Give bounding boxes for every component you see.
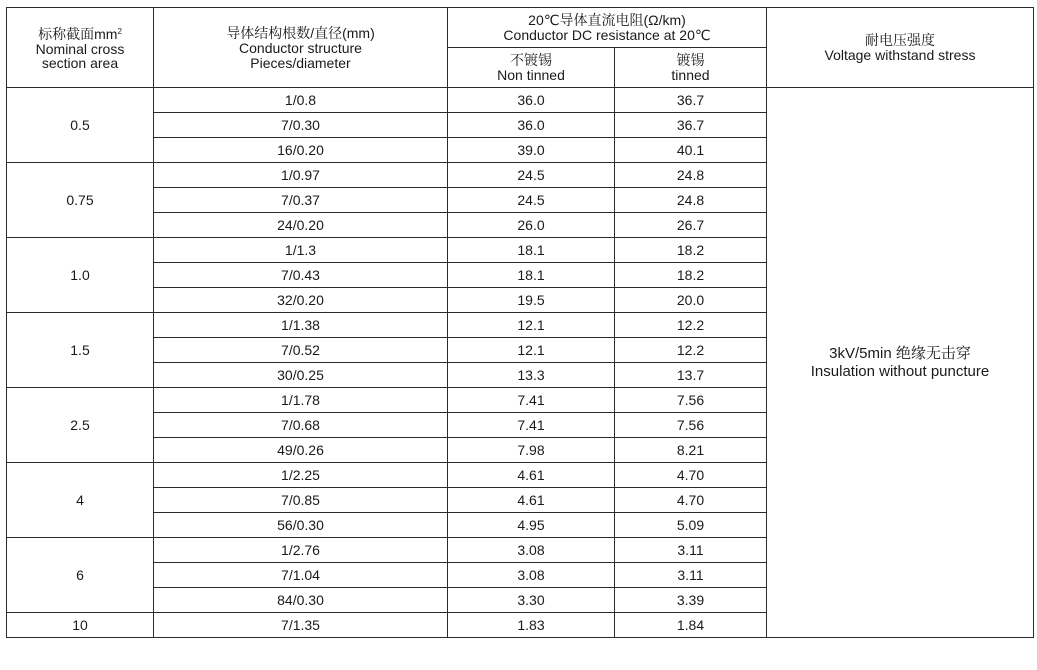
cell-nominal-area: 10 xyxy=(7,613,154,638)
cell-resistance-tinned: 26.7 xyxy=(615,213,767,238)
conductor-spec-table xyxy=(6,7,1034,638)
cell-nominal-area: 2.5 xyxy=(7,388,154,463)
cell-conductor-structure: 56/0.30 xyxy=(154,513,448,538)
header-row-top xyxy=(7,8,1034,48)
cell-resistance-tinned: 36.7 xyxy=(615,88,767,113)
cell-conductor-structure: 16/0.20 xyxy=(154,138,448,163)
cell-resistance-non-tinned: 7.41 xyxy=(448,413,615,438)
cell-resistance-non-tinned: 18.1 xyxy=(448,263,615,288)
header-nominal-area-en-1: Nominal cross xyxy=(35,40,125,57)
cell-resistance-tinned: 7.56 xyxy=(615,388,767,413)
cell-resistance-non-tinned: 24.5 xyxy=(448,188,615,213)
header-non-tinned-en: Non tinned xyxy=(497,67,565,83)
cell-conductor-structure: 1/2.76 xyxy=(154,538,448,563)
header-dc-resistance xyxy=(448,8,767,48)
cell-conductor-structure: 24/0.20 xyxy=(154,213,448,238)
cell-nominal-area: 4 xyxy=(7,463,154,538)
header-voltage-withstand xyxy=(767,8,1034,88)
cell-resistance-tinned: 18.2 xyxy=(615,263,767,288)
cell-resistance-tinned: 3.39 xyxy=(615,588,767,613)
header-non-tinned-cn: 不镀锡 xyxy=(510,52,552,68)
header-nominal-area-cn-text: 标称截面mm xyxy=(38,25,118,42)
cell-voltage-withstand xyxy=(767,88,1034,638)
cell-conductor-structure: 7/0.37 xyxy=(154,188,448,213)
cell-conductor-structure: 32/0.20 xyxy=(154,288,448,313)
cell-nominal-area: 1.5 xyxy=(7,313,154,388)
header-tinned-en: tinned xyxy=(671,67,710,83)
cell-conductor-structure: 1/2.25 xyxy=(154,463,448,488)
cell-resistance-tinned: 3.11 xyxy=(615,563,767,588)
cell-resistance-non-tinned: 39.0 xyxy=(448,138,615,163)
cell-resistance-tinned: 12.2 xyxy=(615,338,767,363)
cell-resistance-non-tinned: 7.41 xyxy=(448,388,615,413)
table-header xyxy=(7,8,1034,88)
cell-resistance-non-tinned: 3.30 xyxy=(448,588,615,613)
cell-resistance-non-tinned: 12.1 xyxy=(448,313,615,338)
header-non-tinned xyxy=(448,48,615,88)
cell-resistance-non-tinned: 4.95 xyxy=(448,513,615,538)
cell-conductor-structure: 1/0.8 xyxy=(154,88,448,113)
cell-resistance-non-tinned: 26.0 xyxy=(448,213,615,238)
cell-resistance-tinned: 24.8 xyxy=(615,188,767,213)
cell-resistance-non-tinned: 4.61 xyxy=(448,488,615,513)
cell-resistance-tinned: 8.21 xyxy=(615,438,767,463)
cell-resistance-non-tinned: 24.5 xyxy=(448,163,615,188)
cell-conductor-structure: 7/1.35 xyxy=(154,613,448,638)
cell-resistance-tinned: 4.70 xyxy=(615,488,767,513)
cell-nominal-area: 1.0 xyxy=(7,238,154,313)
header-conductor-structure-en-2: Pieces/diameter xyxy=(250,54,351,71)
cell-resistance-tinned: 36.7 xyxy=(615,113,767,138)
header-conductor-structure-en-1: Conductor structure xyxy=(239,39,362,56)
cell-conductor-structure: 84/0.30 xyxy=(154,588,448,613)
cell-conductor-structure: 7/0.30 xyxy=(154,113,448,138)
header-nominal-area xyxy=(7,8,154,88)
cell-resistance-tinned: 3.11 xyxy=(615,538,767,563)
cell-resistance-tinned: 13.7 xyxy=(615,363,767,388)
header-voltage-withstand-cn: 耐电压强度 xyxy=(865,32,935,48)
cell-conductor-structure: 7/0.85 xyxy=(154,488,448,513)
table-body xyxy=(7,88,1034,638)
cell-conductor-structure: 1/0.97 xyxy=(154,163,448,188)
voltage-value-line-2: Insulation without puncture xyxy=(810,362,990,380)
header-dc-resistance-cn: 20℃导体直流电阻(Ω/km) xyxy=(528,12,686,28)
unit-superscript: 2 xyxy=(117,26,122,36)
cell-resistance-tinned: 18.2 xyxy=(615,238,767,263)
header-voltage-withstand-en: Voltage withstand stress xyxy=(824,47,976,63)
cell-conductor-structure: 7/0.52 xyxy=(154,338,448,363)
header-tinned xyxy=(615,48,767,88)
cell-resistance-non-tinned: 1.83 xyxy=(448,613,615,638)
table-row xyxy=(7,88,1034,113)
voltage-value-line-1: 3kV/5min 绝缘无击穿 xyxy=(829,344,971,362)
cell-resistance-tinned: 40.1 xyxy=(615,138,767,163)
cell-resistance-non-tinned: 13.3 xyxy=(448,363,615,388)
cell-resistance-tinned: 20.0 xyxy=(615,288,767,313)
cell-conductor-structure: 7/0.43 xyxy=(154,263,448,288)
cell-resistance-tinned: 12.2 xyxy=(615,313,767,338)
cell-resistance-tinned: 4.70 xyxy=(615,463,767,488)
header-conductor-structure xyxy=(154,8,448,88)
cell-conductor-structure: 1/1.3 xyxy=(154,238,448,263)
header-dc-resistance-en: Conductor DC resistance at 20℃ xyxy=(503,27,711,43)
cell-nominal-area: 0.75 xyxy=(7,163,154,238)
cell-resistance-non-tinned: 12.1 xyxy=(448,338,615,363)
cell-resistance-tinned: 7.56 xyxy=(615,413,767,438)
header-nominal-area-en-2: section area xyxy=(41,54,119,71)
cell-conductor-structure: 1/1.38 xyxy=(154,313,448,338)
cell-conductor-structure: 7/0.68 xyxy=(154,413,448,438)
cell-conductor-structure: 49/0.26 xyxy=(154,438,448,463)
cell-resistance-tinned: 24.8 xyxy=(615,163,767,188)
cell-conductor-structure: 7/1.04 xyxy=(154,563,448,588)
header-nominal-area-cn xyxy=(7,26,153,42)
cell-resistance-non-tinned: 3.08 xyxy=(448,563,615,588)
cell-conductor-structure: 1/1.78 xyxy=(154,388,448,413)
cell-resistance-non-tinned: 36.0 xyxy=(448,88,615,113)
cell-nominal-area: 6 xyxy=(7,538,154,613)
cell-conductor-structure: 30/0.25 xyxy=(154,363,448,388)
cell-resistance-tinned: 5.09 xyxy=(615,513,767,538)
cell-resistance-non-tinned: 7.98 xyxy=(448,438,615,463)
cell-resistance-non-tinned: 18.1 xyxy=(448,238,615,263)
cell-resistance-non-tinned: 19.5 xyxy=(448,288,615,313)
header-conductor-structure-cn: 导体结构根数/直径(mm) xyxy=(226,24,375,41)
header-tinned-cn: 镀锡 xyxy=(676,52,705,68)
cell-resistance-non-tinned: 4.61 xyxy=(448,463,615,488)
cell-resistance-tinned: 1.84 xyxy=(615,613,767,638)
cell-resistance-non-tinned: 36.0 xyxy=(448,113,615,138)
cell-nominal-area: 0.5 xyxy=(7,88,154,163)
cell-resistance-non-tinned: 3.08 xyxy=(448,538,615,563)
